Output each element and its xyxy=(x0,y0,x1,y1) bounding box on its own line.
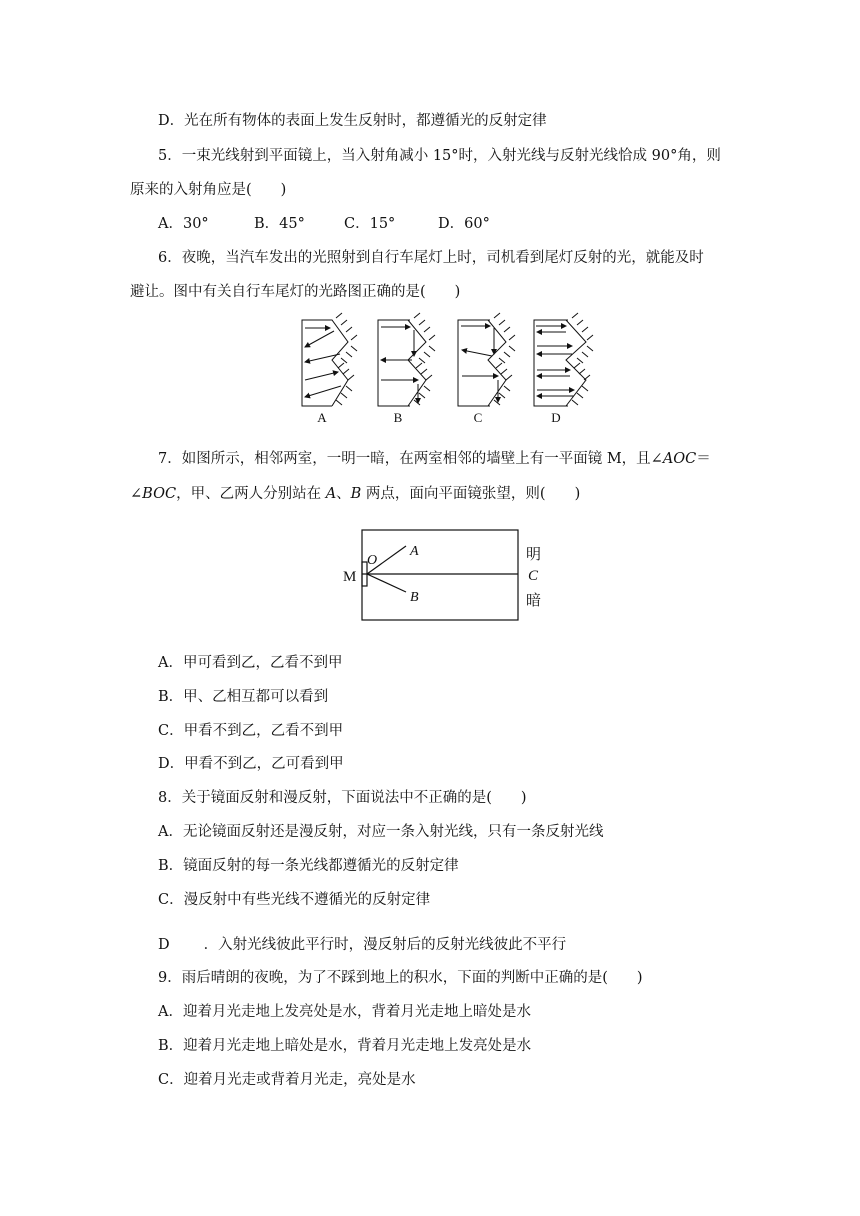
q7-angle-sign: ∠ xyxy=(130,486,143,502)
label-bright: 明 xyxy=(526,547,542,563)
label-a: A xyxy=(410,544,419,559)
figure-label-d: D xyxy=(551,410,561,425)
q5-option-c: C．15° xyxy=(344,216,396,232)
q7-option-b: B．甲、乙相互都可以看到 xyxy=(158,689,329,705)
q7-option-d: D．甲看不到乙，乙可看到甲 xyxy=(158,756,344,772)
mirror-rooms-figure xyxy=(0,528,860,628)
q4-option-d: D．光在所有物体的表面上发生反射时，都遵循光的反射定律 xyxy=(158,113,547,129)
figure-label-b: B xyxy=(393,410,403,425)
q8-option-c: C．漫反射中有些光线不遵循光的反射定律 xyxy=(158,892,431,908)
label-m: M xyxy=(343,569,357,585)
q7-option-c: C．甲看不到乙，乙看不到甲 xyxy=(158,723,344,739)
figure-label-c: C xyxy=(473,410,483,425)
label-b: B xyxy=(410,590,419,605)
rooms-outline xyxy=(362,530,518,620)
q7-angle-boc: BOC xyxy=(142,486,177,502)
label-o: O xyxy=(367,553,378,568)
label-c: C xyxy=(528,568,539,584)
q8-option-d-text: ．入射光线彼此平行时，漫反射后的反射光线彼此不平行 xyxy=(203,937,567,953)
q7-point-b: B xyxy=(350,486,362,502)
q5-option-b: B．45° xyxy=(254,216,305,232)
q7-text-2: 、 xyxy=(336,486,351,502)
q7-option-a: A．甲可看到乙，乙看不到甲 xyxy=(158,655,343,671)
q7-point-a: A xyxy=(325,486,337,502)
q7-stem-line1 xyxy=(158,449,711,469)
q7-stem-line1-text: 7．如图所示，相邻两室，一明一暗，在两室相邻的墙壁上有一平面镜 M，且∠ xyxy=(158,451,663,467)
q9-stem: 9．雨后晴朗的夜晚，为了不踩到地上的积水，下面的判断中正确的是( ) xyxy=(158,970,643,986)
reflector-diagram-c xyxy=(458,313,515,406)
q7-equals: ＝ xyxy=(696,451,711,467)
q6-stem-line1: 6．夜晚，当汽车发出的光照射到自行车尾灯上时，司机看到尾灯反射的光，就能及时 xyxy=(158,250,704,266)
q9-option-c: C．迎着月光走或背着月光走，亮处是水 xyxy=(158,1072,416,1088)
q8-option-d-letter: D xyxy=(158,937,170,953)
ray-ob xyxy=(367,574,406,592)
q7-angle-aoc: AOC xyxy=(662,451,697,467)
q9-option-b: B．迎着月光走地上暗处是水，背着月光走地上发亮处是水 xyxy=(158,1038,532,1054)
q5-option-d: D．60° xyxy=(438,216,490,232)
reflector-diagram-b xyxy=(378,313,435,406)
q7-stem-line2 xyxy=(130,484,580,504)
q8-option-b: B．镜面反射的每一条光线都遵循光的反射定律 xyxy=(158,858,459,874)
q5-stem-line2: 原来的入射角应是( ) xyxy=(130,182,287,198)
figure-label-a: A xyxy=(317,410,327,425)
q5-stem-line1: 5．一束光线射到平面镜上，当入射角减小 15°时，入射光线与反射光线恰成 90°角，则 xyxy=(158,148,721,164)
q5-option-a: A．30° xyxy=(158,216,209,232)
reflector-diagram-d xyxy=(534,313,593,406)
q9-option-a: A．迎着月光走地上发亮处是水，背着月光走地上暗处是水 xyxy=(158,1004,531,1020)
q6-stem-line2: 避让。图中有关自行车尾灯的光路图正确的是( ) xyxy=(130,284,461,300)
reflector-diagram-a xyxy=(302,313,357,406)
q7-text-1: ，甲、乙两人分别站在 xyxy=(176,486,326,502)
label-dark: 暗 xyxy=(526,593,542,609)
q8-option-a: A．无论镜面反射还是漫反射，对应一条入射光线，只有一条反射光线 xyxy=(158,824,604,840)
q8-stem: 8．关于镜面反射和漫反射，下面说法中不正确的是( ) xyxy=(158,790,527,806)
q7-text-3: 两点，面向平面镜张望，则( ) xyxy=(361,486,581,502)
bicycle-reflector-figure xyxy=(0,310,860,430)
q8-option-d xyxy=(158,935,566,955)
